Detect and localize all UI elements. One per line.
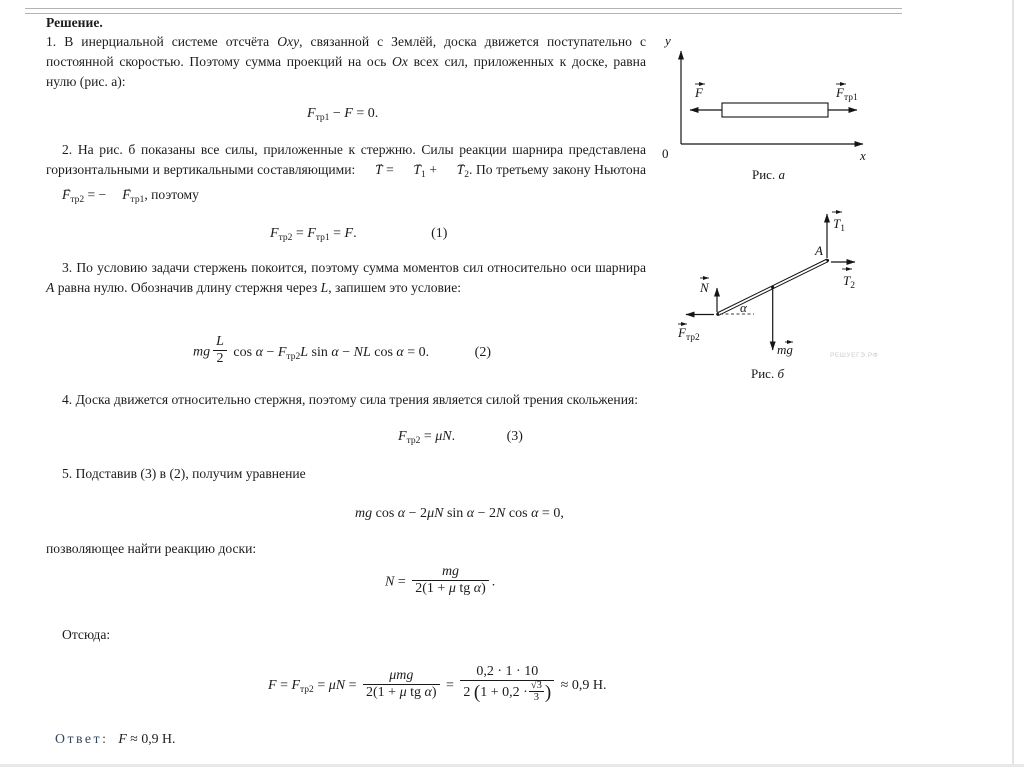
answer-label: Ответ: — [55, 731, 109, 746]
rod-hinge-dot — [826, 259, 829, 262]
eq3-number: (3) — [506, 429, 523, 444]
x-axis-label: x — [860, 148, 866, 163]
force-t1-label: $T_1$ — [833, 216, 845, 234]
force-mg-label: mg — [777, 342, 793, 357]
eq1-number: (1) — [431, 226, 448, 241]
formula-eq0: $F_{тр1} - F = 0$. — [307, 106, 379, 123]
figure-b-caption: Рис. б — [751, 366, 785, 381]
formula-eq1 — [270, 224, 447, 248]
answer-value: F ≈ 0,9 Н. — [118, 731, 176, 746]
eq6-frac2-den-pre: 2 (1 + 0,2 · — [463, 681, 528, 703]
eq6-fraction2-numerator: 0,2 · 1 · 10 — [476, 664, 539, 679]
eq5-fraction-numerator: mg — [441, 564, 460, 579]
eq6-nested-fraction — [529, 680, 544, 703]
eq2-fraction — [213, 334, 227, 367]
solution-heading: Решение. — [46, 15, 103, 30]
figure-a-caption: Рис. a — [752, 167, 785, 182]
eq2-pre: mg — [193, 344, 211, 360]
board-rect — [722, 103, 828, 117]
eq6-pre: $F = F_{тр2} = \mu N$ = — [268, 678, 360, 696]
force-ftr1-label: $F_{тр1}$ — [836, 85, 858, 103]
eq2-number: (2) — [474, 344, 491, 360]
hinge-point-label: A — [815, 243, 823, 258]
rod-midpoint-dot — [771, 286, 774, 289]
watermark: РЕШУЕГЭ.РФ — [830, 352, 879, 359]
paragraph-6: позволяющее найти реакцию доски: — [46, 541, 257, 556]
formula-eq6 — [268, 666, 606, 706]
eq6-fraction1-denominator: 2(1 + μ tg α) — [363, 684, 440, 701]
eq6-post: ≈ 0,9 Н. — [557, 678, 607, 694]
origin-label: 0 — [662, 146, 669, 161]
eq5-fraction — [412, 564, 489, 597]
angle-alpha-label: α — [740, 300, 747, 315]
paragraph-2: 2. На рис. б показаны все силы, приложенные к стержню. Силы реакции шарнира представлена горизонтальными и вертикальными составляющими: T → = $T \to_1 + T \to_2$. По третьему закону Ньютона $F \to_{тр2}$ = − $F \to_{тр1}$, поэтому — [46, 140, 646, 210]
eq6-fraction2-denominator — [460, 680, 554, 704]
force-n-label: N — [700, 280, 709, 295]
paragraph-5: 5. Подставив (3) в (2), получим уравнение — [62, 466, 306, 481]
formula-eq2 — [193, 336, 491, 369]
eq5-pre: N = — [385, 574, 410, 590]
eq6-fraction1-numerator: μmg — [389, 667, 414, 683]
eq1-body: $F_{тр2} = F_{тр1} = F$. — [270, 226, 357, 243]
eq6-fraction-2 — [460, 664, 554, 704]
y-axis-label: y — [665, 33, 671, 48]
paragraph-1: 1. В инерциальной системе отсчёта Oxy, связанной с Землёй, доска движется поступательно с постоянной скоростью. Поэтому сумма проекций на ось Ox всех сил, приложенных к доске, равна нулю (рис. а): — [46, 34, 646, 89]
force-ftr2-label: $F_{тр2}$ — [678, 325, 700, 343]
paragraph-4: 4. Доска движется относительно стержня, поэтому сила трения является силой трения скольжения: — [62, 392, 638, 407]
eq3-body: $F_{тр2} = \mu N$. — [398, 429, 456, 446]
formula-eq3 — [398, 427, 523, 451]
eq6-nested-denominator: 3 — [529, 691, 544, 703]
eq6-mid: = — [442, 678, 458, 694]
eq5-fraction-denominator: 2(1 + μ tg α) — [412, 580, 489, 597]
paragraph-3: 3. По условию задачи стержень покоится, поэтому сумма моментов сил относительно оси шарнира A равна нулю. Обозначив длину стержня через L, запишем это условие: — [46, 260, 646, 295]
formula-eq4: mg cos α − 2μN sin α − 2N cos α = 0, — [355, 506, 564, 521]
answer-line — [55, 731, 175, 747]
figure-b — [652, 196, 1014, 388]
paragraph-7: Отсюда: — [62, 627, 111, 642]
formula-eq5 — [385, 566, 495, 599]
eq2-fraction-numerator: L — [216, 334, 224, 349]
force-f-label: F — [695, 85, 703, 100]
force-t2-label: $T_2$ — [843, 273, 855, 291]
rod-end-dot — [716, 313, 719, 316]
eq6-fraction-1 — [363, 668, 440, 701]
eq6-nested-numerator: √3 — [530, 680, 542, 691]
eq2-fraction-denominator: 2 — [213, 350, 227, 367]
eq5-post: . — [491, 574, 496, 590]
figure-a — [652, 24, 1012, 190]
eq6-frac2-den-post: ) — [544, 681, 552, 703]
eq2-post: $\cos \alpha - F_{тр2}L$ sin α − NL cos α = 0. — [229, 344, 430, 362]
